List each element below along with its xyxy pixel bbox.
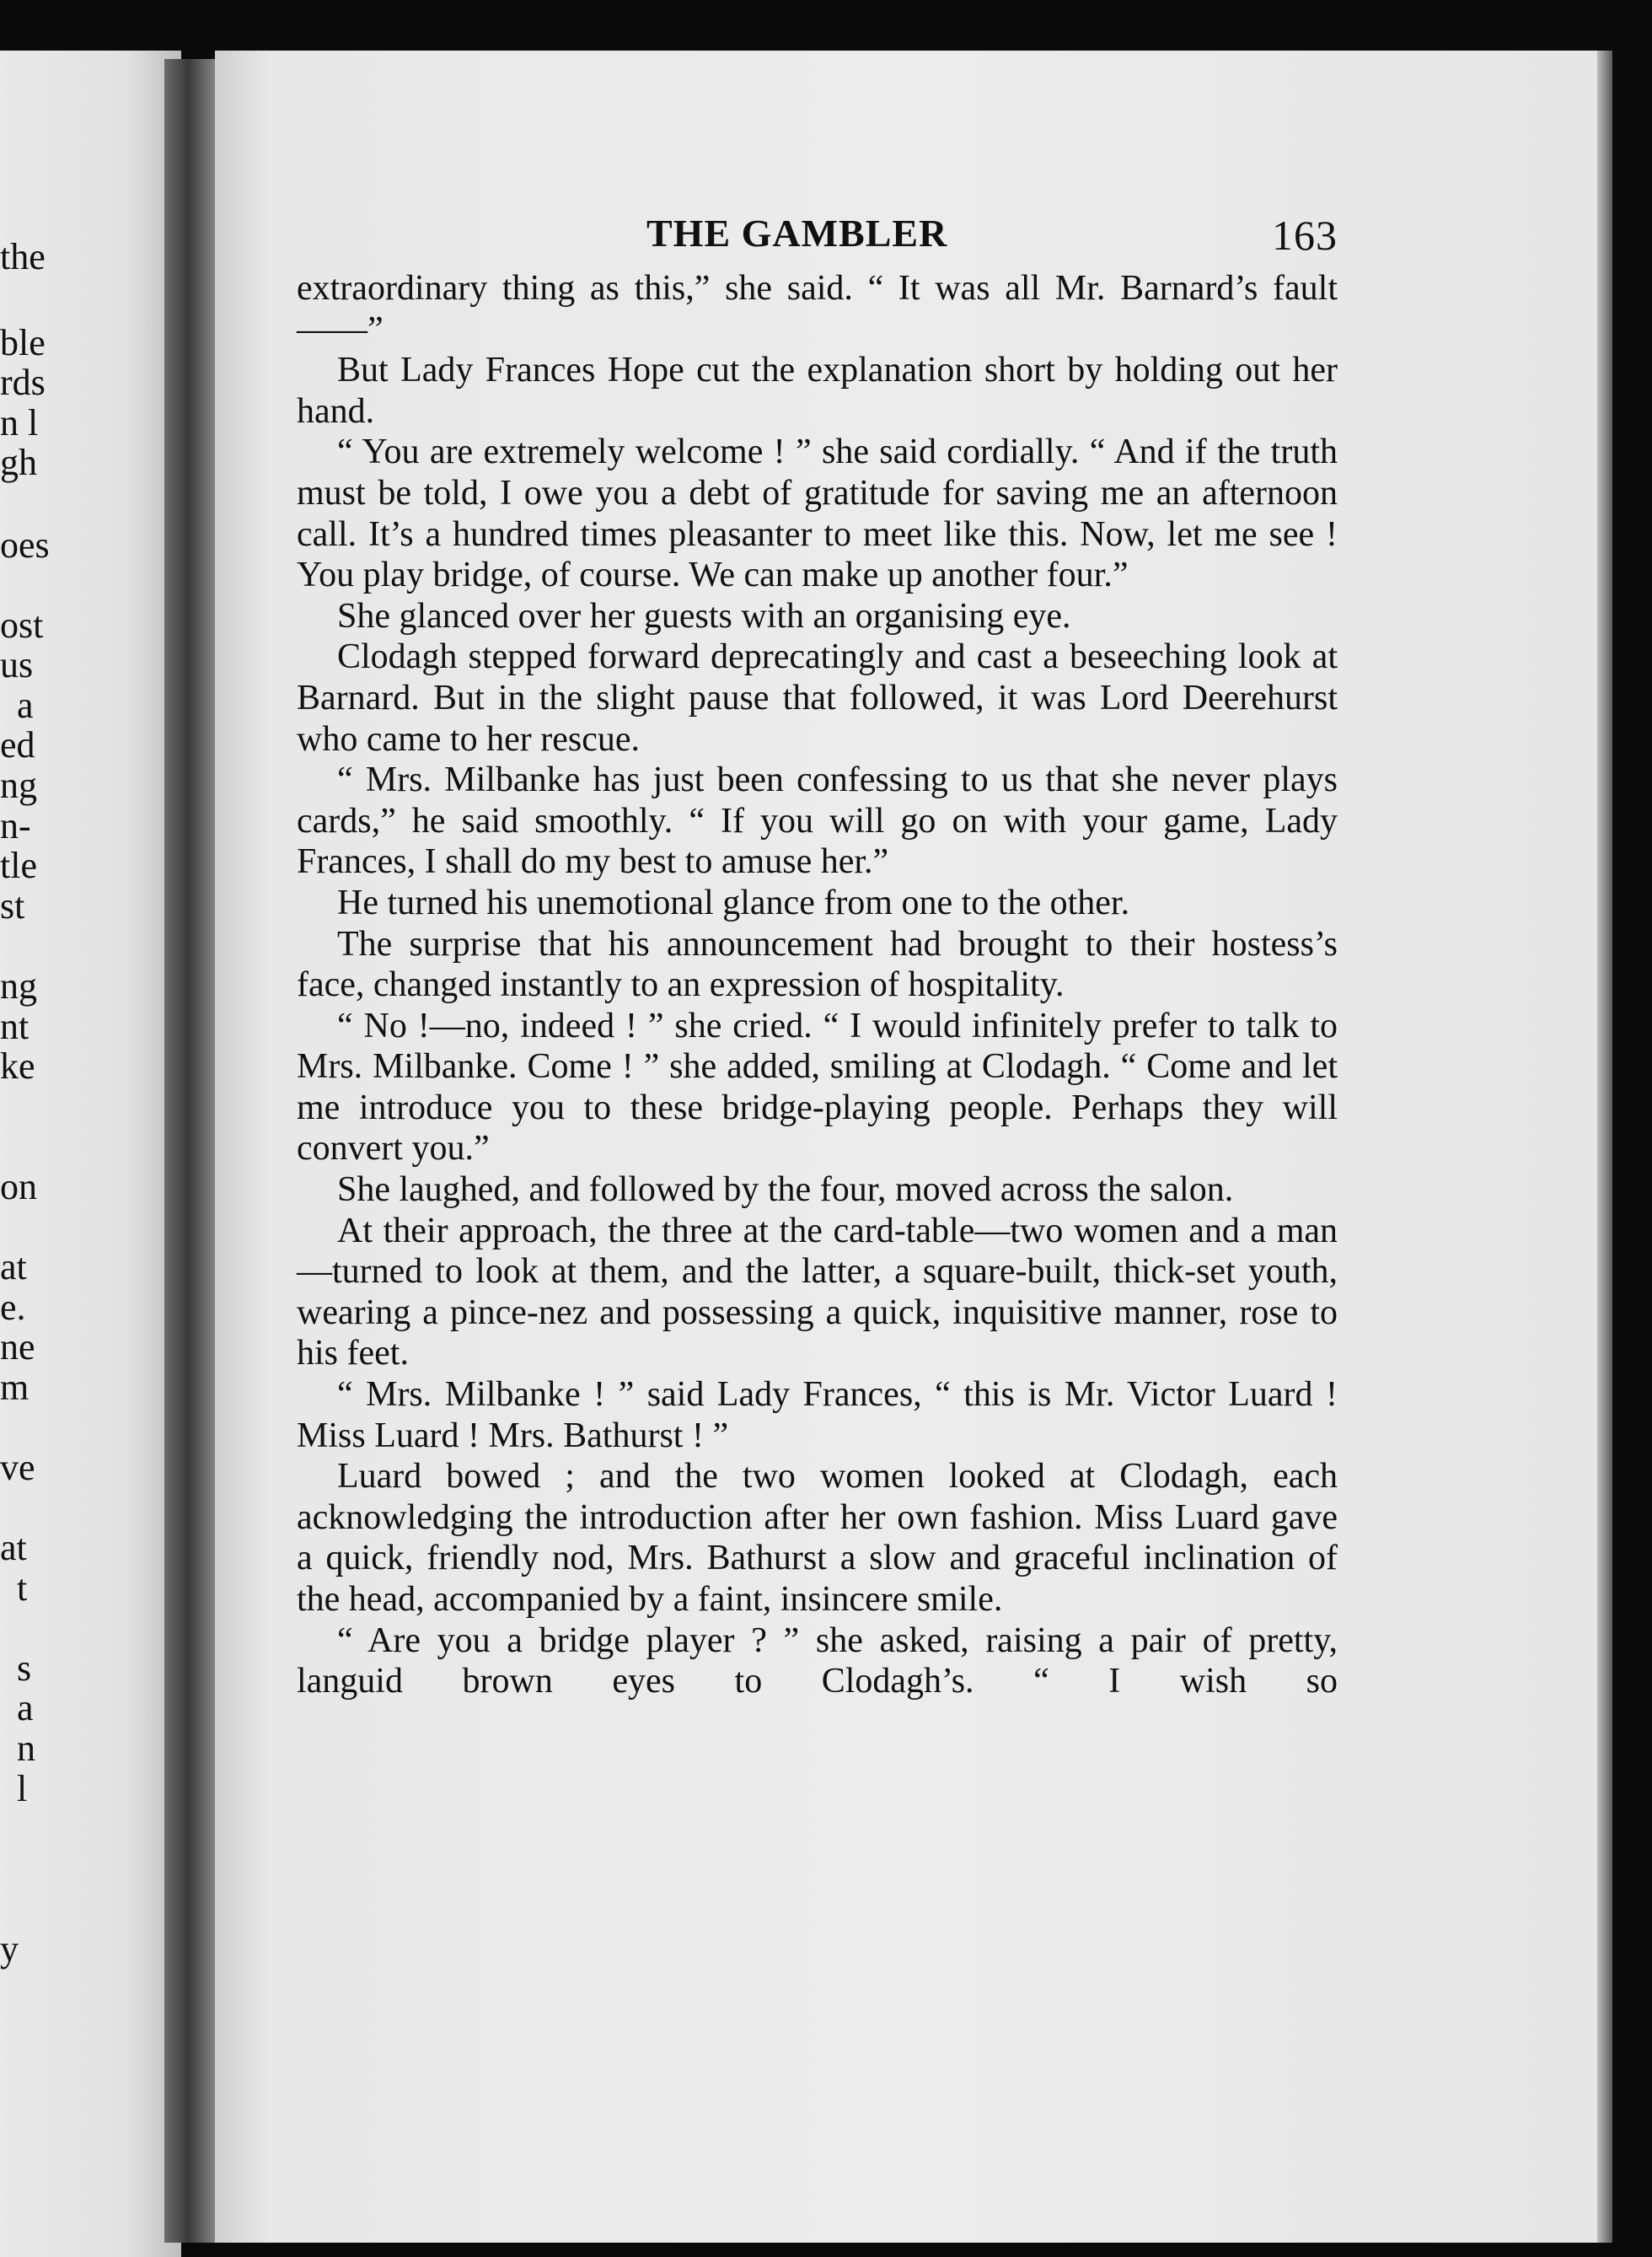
left-page-fragment: ed bbox=[0, 724, 35, 766]
left-page-fragment: at bbox=[0, 1246, 27, 1287]
left-page-fragment: ne bbox=[0, 1326, 35, 1368]
left-page-fragment: m bbox=[0, 1367, 30, 1408]
left-facing-page bbox=[0, 51, 181, 2257]
left-page-fragment: nt bbox=[0, 1006, 30, 1047]
left-page-fragment: l bbox=[17, 1768, 28, 1809]
left-page-fragment: ost bbox=[0, 605, 44, 646]
left-page-fragment: ke bbox=[0, 1045, 35, 1087]
paragraph: She laughed, and followed by the four, moved across the salon. bbox=[337, 1170, 1234, 1210]
left-page-fragment: e. bbox=[0, 1287, 26, 1328]
paragraph: “ Mrs. Milbanke has just been confessing to us that she never plays cards,” he said smoothly. “ If you will go on with your game, Lady Frances, I shall do my best to amuse her.” bbox=[297, 760, 1338, 882]
paragraph: “ You are extremely welcome ! ” she said cordially. “ And if the truth must be told, I owe you a debt of gratitude for saving me an afternoon call. It’s a hundred times pleasanter to meet like this. Now, let me see ! You play bridge, of course. We can make up another four.” bbox=[297, 433, 1338, 595]
left-page-fragment: t bbox=[17, 1567, 28, 1609]
paragraph: Clodagh stepped forward deprecatingly and cast a beseeching look at Barnard. But in the slight pause that followed, it was Lord Deerehurst who came to her rescue. bbox=[297, 637, 1338, 759]
paragraph: She glanced over her guests with an organising eye. bbox=[337, 596, 1071, 636]
left-page-fragment: s bbox=[17, 1647, 32, 1689]
left-page-fragment: a bbox=[17, 1687, 34, 1728]
left-page-fragment: n- bbox=[0, 805, 31, 846]
paragraph: The surprise that his announcement had brought to their hostess’s face, changed instantly to an expression of hospitality. bbox=[297, 924, 1338, 1005]
left-page-fragment: on bbox=[0, 1166, 37, 1207]
paragraph: “ Are you a bridge player ? ” she asked, raising a pair of pretty, languid brown eyes to Clodagh’s. “ I wish so bbox=[297, 1620, 1338, 1701]
left-page-fragment: ve bbox=[0, 1447, 35, 1488]
paragraph: extraordinary thing as this,” she said. “ It was all Mr. Barnard’s fault——” bbox=[297, 269, 1338, 349]
left-page-fragment: st bbox=[0, 885, 25, 927]
left-page-fragment: the bbox=[0, 236, 46, 277]
left-page-fragment: a bbox=[17, 685, 34, 726]
paragraph: At their approach, the three at the card-table—two women and a man—turned to look at them, and the latter, a square-built, thick-set youth, wearing a pince-nez and possessing a quick, inquisitive manner, rose to his feet. bbox=[297, 1211, 1338, 1373]
body-text bbox=[297, 268, 1338, 1702]
left-page-text-fragments bbox=[0, 51, 181, 2257]
left-page-fragment: us bbox=[0, 644, 34, 685]
paragraph: He turned his unemotional glance from one to the other. bbox=[337, 883, 1130, 922]
left-page-fragment: oes bbox=[0, 524, 50, 566]
left-page-fragment: y bbox=[0, 1928, 19, 1970]
paragraph: Luard bowed ; and the two women looked at Clodagh, each acknowledging the introduction after her own fashion. Miss Luard gave a quick, friendly nod, Mrs. Bathurst a slow and graceful inclination of the head, accompanied by a faint, insincere smile. bbox=[297, 1457, 1338, 1619]
left-page-fragment: tle bbox=[0, 845, 37, 886]
page-text-block bbox=[297, 211, 1338, 1702]
left-page-fragment: ng bbox=[0, 965, 37, 1007]
left-page-fragment: at bbox=[0, 1527, 27, 1568]
running-head bbox=[297, 211, 1338, 268]
left-page-fragment: gh bbox=[0, 442, 37, 483]
paragraph: “ Mrs. Milbanke ! ” said Lady Frances, “ this is Mr. Victor Luard ! Miss Luard ! Mrs. Bathurst ! ” bbox=[297, 1375, 1338, 1455]
paragraph: “ No !—no, indeed ! ” she cried. “ I would infinitely prefer to talk to Mrs. Milbanke. Come ! ” she added, smiling at Clodagh. “ Come and let me introduce you to these bridge-playing people. Perhaps they will convert you.” bbox=[297, 1006, 1338, 1169]
left-page-fragment: n l bbox=[0, 402, 39, 443]
left-page-fragment: ble bbox=[0, 322, 46, 363]
paragraph: But Lady Frances Hope cut the explanation short by holding out her hand. bbox=[297, 351, 1338, 431]
left-page-fragment: rds bbox=[0, 362, 46, 403]
page-number: 163 bbox=[1272, 212, 1338, 259]
page-edge-shadow bbox=[1597, 51, 1612, 2243]
left-page-fragment: n bbox=[17, 1728, 35, 1769]
left-page-fragment: ng bbox=[0, 765, 37, 806]
running-title: THE GAMBLER bbox=[646, 212, 948, 255]
